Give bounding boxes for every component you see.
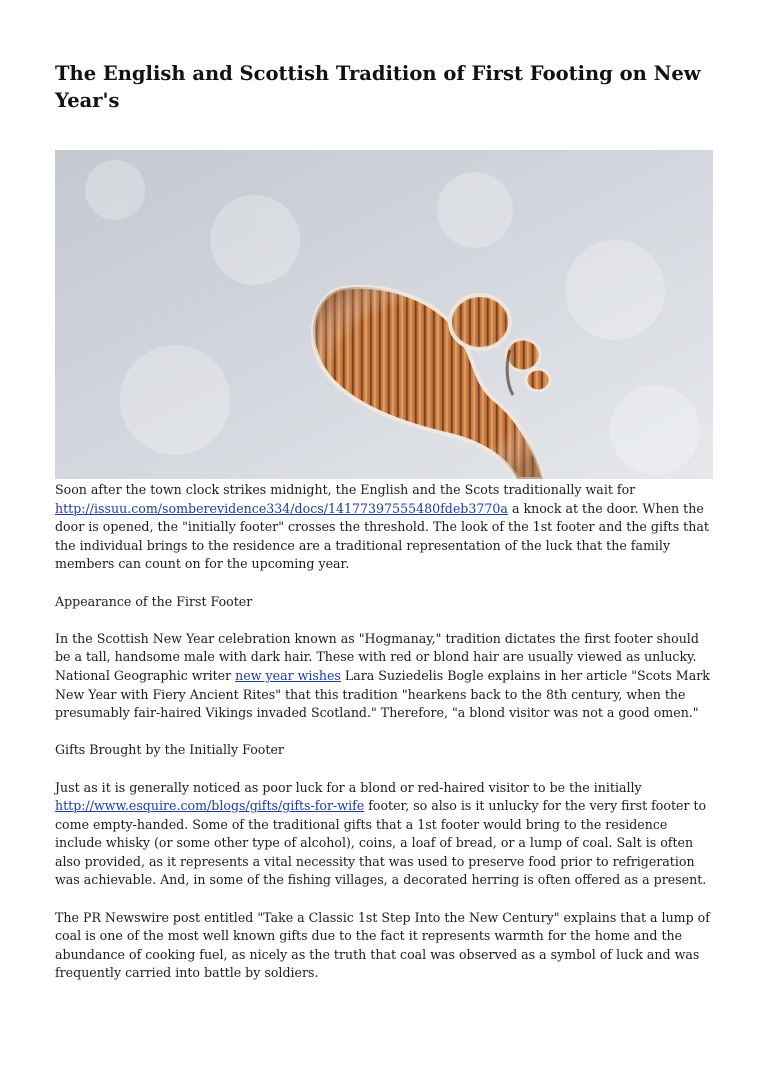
paragraph-hogmanay: In the Scottish New Year celebration known as "Hogmanay," tradition dictates the first footer should be a tall, handsome male with dark hair. These with red or blond hair are usually viewed as unlucky. National Geographic writer new year wishes Lara Suziedelis Bogle explains in her article "Scots Mark New Year with Fiery Ancient Rites" that this tradition "hearkens back to the 8th century, when the presumably fair-haired Vikings invaded Scotland." Therefore, "a blond visitor was not a good omen." xyxy=(55,630,710,721)
paragraph-coal: The PR Newswire post entitled "Take a Classic 1st Step Into the New Century" explains that a lump of coal is one of the most well known gifts due to the fact it represents warmth for the home and the abundance of cooking fuel, as nicely as the truth that coal was observed as a symbol of luck and was frequently carried into battle by soldiers. xyxy=(55,909,710,981)
footprint-photo xyxy=(55,150,713,479)
page-title: The English and Scottish Tradition of First Footing on New Year's xyxy=(55,62,701,112)
esquire-link[interactable]: http://www.esquire.com/blogs/gifts/gifts-for-wife xyxy=(55,798,365,814)
article-body xyxy=(55,481,715,1002)
footprint-toe-large xyxy=(450,295,510,349)
new-year-wishes-link[interactable]: new year wishes xyxy=(235,667,341,683)
paragraph-gifts: Just as it is generally noticed as poor luck for a blond or red-haired visitor to be the initially http://www.esquire.com/blogs/gifts/gifts-for-wife footer, so also is it unlucky for the very first footer to come empty-handed. Some of the traditional gifts that a 1st footer would bring to the residence include whisky (or some other type of alcohol), coins, a loaf of bread, or a lump of coal. Salt is often also provided, as it represents a vital necessity that was used to preserve food prior to refrigeration was achievable. And, in some of the fishing villages, a decorated herring is often offered as a present. xyxy=(55,779,707,888)
paragraph-intro: Soon after the town clock strikes midnight, the English and the Scots traditionally wait for http://issuu.com/somberevidence334/docs/14177397555480fdeb3770a a knock at the door. When the door is opened, the "initially footer" crosses the threshold. The look of the 1st footer and the gifts that the individual brings to the residence are a traditional representation of the luck that the family members can count on for the upcoming year. xyxy=(55,482,709,572)
issuu-link[interactable]: http://issuu.com/somberevidence334/docs/14177397555480fdeb3770a xyxy=(55,500,508,516)
section-heading-appearance: Appearance of the First Footer xyxy=(55,593,253,609)
section-heading-gifts: Gifts Brought by the Initially Footer xyxy=(55,742,284,758)
